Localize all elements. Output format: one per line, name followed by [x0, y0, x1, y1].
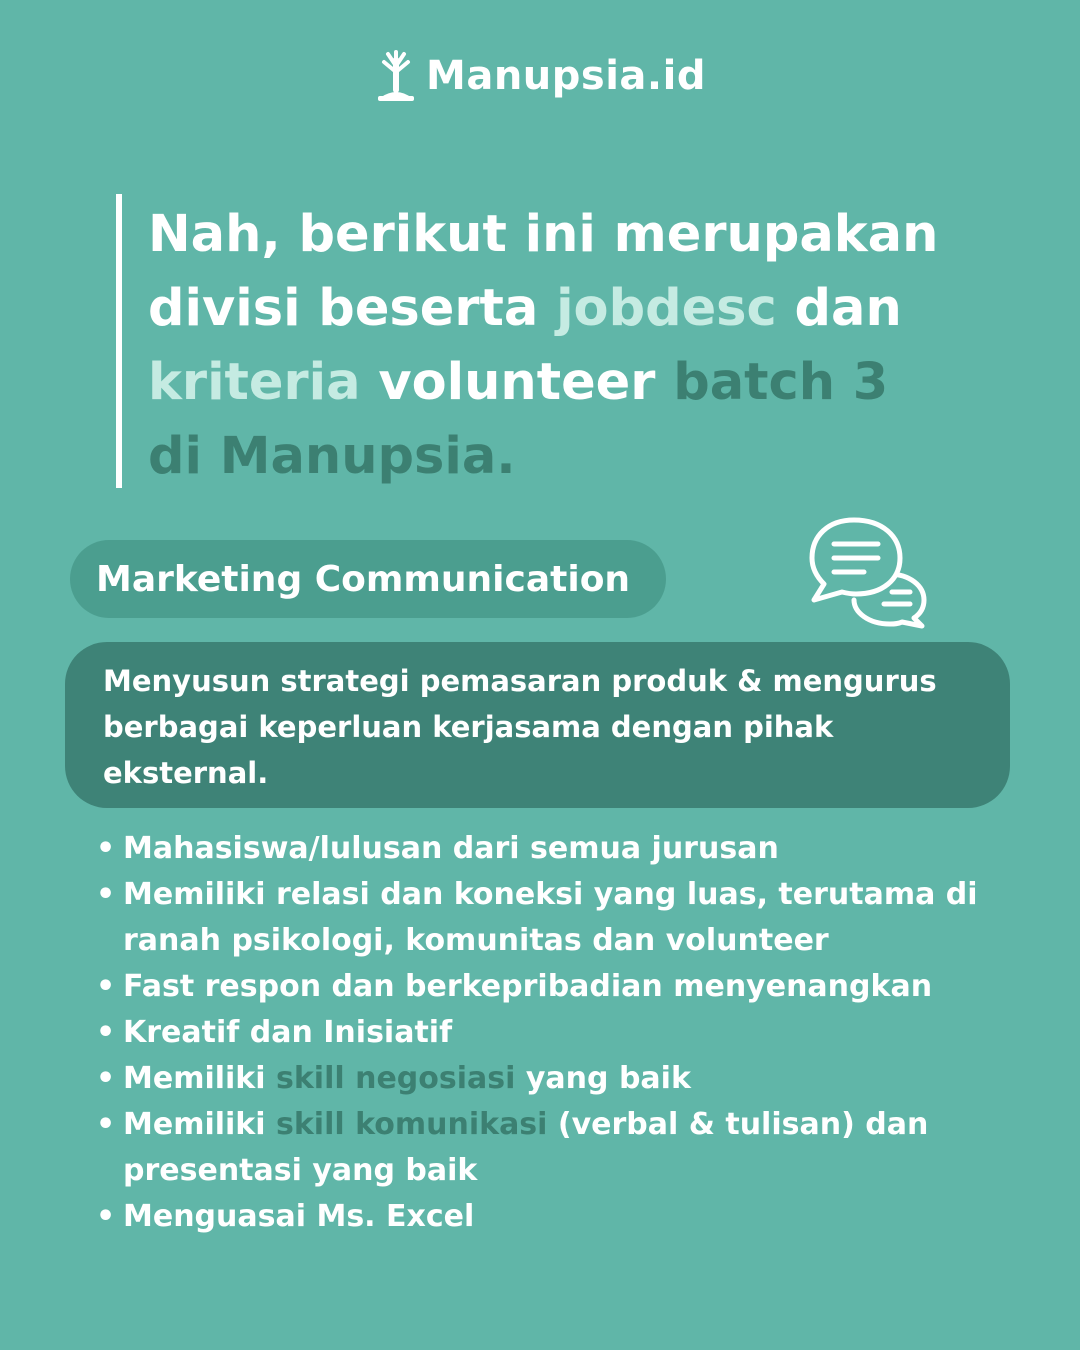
criteria-item [96, 1010, 1056, 1056]
headline-highlight-jobdesc: jobdesc [556, 279, 777, 338]
criteria-text: (verbal & tulisan) dan presentasi yang baik [123, 1107, 929, 1188]
bullet: • [96, 1107, 116, 1142]
bullet: • [96, 877, 116, 912]
criteria-text: Memiliki [123, 1061, 276, 1096]
headline-accent-bar [116, 194, 122, 488]
criteria-emphasis: skill komunikasi [276, 1107, 548, 1142]
bullet: • [96, 1061, 116, 1096]
criteria-emphasis: skill negosiasi [276, 1061, 516, 1096]
criteria-text: yang baik [515, 1061, 691, 1096]
criteria-text: Kreatif dan Inisiatif [123, 1015, 453, 1050]
headline-text: dan [776, 279, 902, 338]
brand-logo [0, 50, 1080, 102]
bullet: • [96, 1199, 116, 1234]
criteria-item [96, 872, 1056, 964]
headline-highlight-batch: batch 3 [673, 353, 889, 412]
headline-text: volunteer [360, 353, 674, 412]
jobdesc-text: Menyusun strategi pemasaran produk & mengurus berbagai keperluan kerjasama dengan pihak eksternal. [103, 664, 937, 790]
headline [148, 198, 1048, 494]
criteria-text: Fast respon dan berkepribadian menyenangkan [123, 969, 933, 1004]
headline-highlight-kriteria: kriteria [148, 353, 361, 412]
headline-text: divisi beserta [148, 279, 557, 338]
criteria-item [96, 1102, 1056, 1194]
bullet: • [96, 969, 116, 1004]
criteria-item [96, 1056, 1056, 1102]
brand-name: Manupsia.id [426, 53, 706, 99]
division-title: Marketing Communication [96, 558, 631, 600]
headline-line-1: Nah, berikut ini merupakan [148, 205, 939, 264]
bullet: • [96, 831, 116, 866]
jobdesc-box [65, 642, 1010, 808]
tree-icon [374, 50, 418, 102]
division-title-pill [70, 540, 666, 618]
criteria-text: Memiliki [123, 1107, 276, 1142]
criteria-item [96, 964, 1056, 1010]
criteria-list [96, 826, 1056, 1240]
chat-bubbles-icon [806, 514, 932, 630]
criteria-text: Menguasai Ms. Excel [123, 1199, 475, 1234]
criteria-text: Mahasiswa/lulusan dari semua jurusan [123, 831, 779, 866]
criteria-text: Memiliki relasi dan koneksi yang luas, terutama di ranah psikologi, komunitas dan volunteer [123, 877, 978, 958]
criteria-item [96, 1194, 1056, 1240]
headline-line-4: di Manupsia. [148, 427, 516, 486]
criteria-item [96, 826, 1056, 872]
bullet: • [96, 1015, 116, 1050]
